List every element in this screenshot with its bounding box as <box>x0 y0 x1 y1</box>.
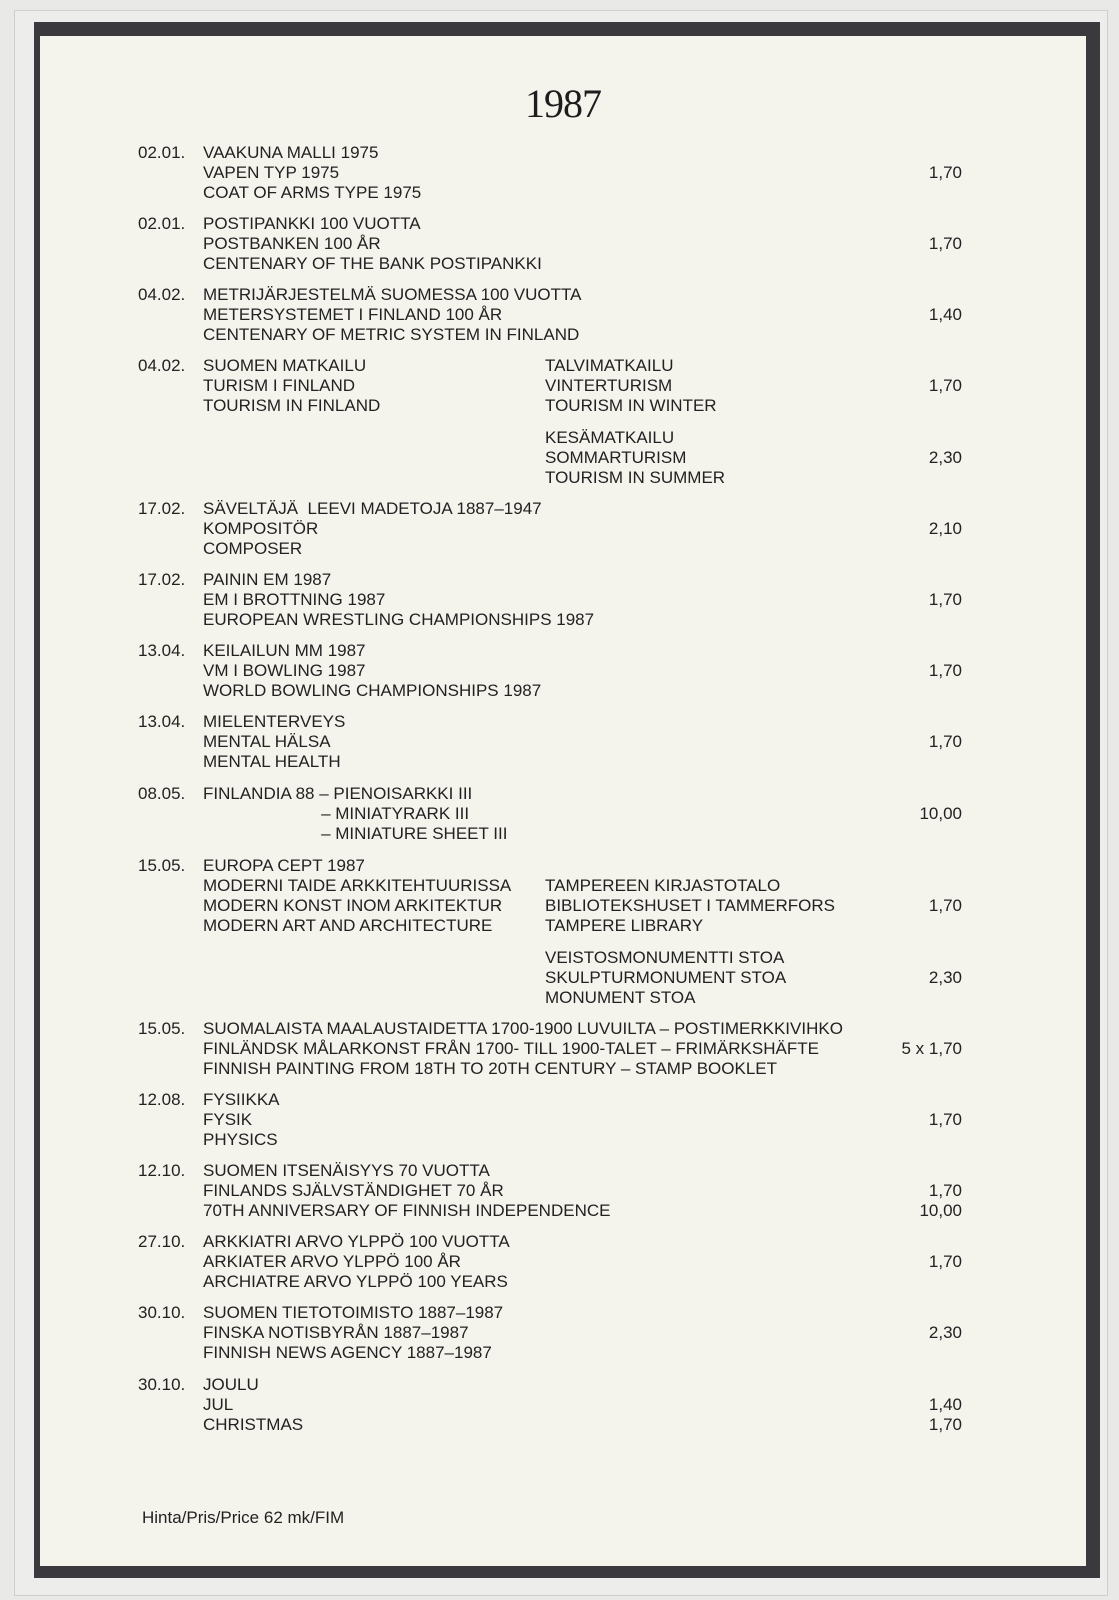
issue-subtitle-line: TAMPEREEN KIRJASTOTALO <box>545 876 781 895</box>
issue-price: 1,70 <box>928 376 962 395</box>
issue-date: 02.01. <box>138 143 186 162</box>
issue-prices <box>929 1090 962 1130</box>
issue-price <box>929 143 962 163</box>
issue-subtitle-line: MONUMENT STOA <box>545 988 696 1007</box>
issue-price: 5 x 1,70 <box>901 1039 962 1058</box>
issue-prices <box>929 285 962 325</box>
issue-subtitle-line: SOMMARTURISM <box>545 448 687 467</box>
issue-price <box>929 876 962 896</box>
issue-prices <box>902 1019 963 1059</box>
issue-title-line: MENTAL HÄLSA <box>203 732 331 751</box>
issue-title-line: POSTIPANKKI 100 VUOTTA <box>203 214 421 233</box>
issue-title-line: SUOMALAISTA MAALAUSTAIDETTA 1700-1900 LUVUILTA – POSTIMERKKIVIHKO <box>203 1019 843 1038</box>
issue-date: 12.08. <box>138 1090 186 1109</box>
issue-price: 1,70 <box>928 1252 962 1271</box>
issue-title-line: 70TH ANNIVERSARY OF FINNISH INDEPENDENCE <box>203 1201 611 1220</box>
issue-price: 2,30 <box>928 968 962 987</box>
year-heading: 1987 <box>525 81 601 126</box>
issue-title-line: POSTBANKEN 100 ÅR <box>203 234 381 253</box>
issue-price <box>929 285 962 305</box>
issue-title-line: METRIJÄRJESTELMÄ SUOMESSA 100 VUOTTA <box>203 285 582 304</box>
issue-title-line: FINLANDS SJÄLVSTÄNDIGHET 70 ÅR <box>203 1181 504 1200</box>
issue-prices <box>929 1232 962 1272</box>
issue-price <box>929 1232 962 1252</box>
issue-col1 <box>203 499 542 559</box>
issue-price <box>919 1161 962 1181</box>
issue-col1 <box>203 1161 610 1221</box>
issue-subtitle-line: TALVIMATKAILU <box>545 356 674 375</box>
issue-date: 27.10. <box>138 1232 186 1251</box>
issue-title-line: VAAKUNA MALLI 1975 <box>203 143 379 162</box>
issue-date: 02.01. <box>138 214 186 233</box>
issue-col1 <box>203 784 507 844</box>
issue-price: 1,40 <box>928 305 962 324</box>
issue-title-line: FYSIK <box>203 1110 253 1129</box>
issue-title-line: KEILAILUN MM 1987 <box>203 641 366 660</box>
issue-col1 <box>203 1303 503 1363</box>
issue-prices <box>929 428 962 468</box>
issue-date: 04.02. <box>138 285 186 304</box>
issue-price <box>929 356 962 376</box>
issue-title-line: EUROPA CEPT 1987 <box>203 856 365 875</box>
issue-col2 <box>545 356 717 416</box>
issue-prices <box>929 948 962 988</box>
issue-col2 <box>545 856 835 936</box>
issue-title-line: COAT OF ARMS TYPE 1975 <box>203 183 422 202</box>
issue-title-line: MODERNI TAIDE ARKKITEHTUURISSA <box>203 876 512 895</box>
issue-price <box>929 856 962 876</box>
issue-price: 10,00 <box>919 1201 962 1220</box>
issue-prices <box>929 214 962 254</box>
issue-price <box>929 712 962 732</box>
issue-title-line: METERSYSTEMET I FINLAND 100 ÅR <box>203 305 503 324</box>
issue-price <box>902 1019 963 1039</box>
issue-subtitle-line: TAMPERE LIBRARY <box>545 916 704 935</box>
issue-prices <box>929 356 962 396</box>
issue-price: 1,70 <box>928 896 962 915</box>
issue-title-line: FYSIIKKA <box>203 1090 280 1109</box>
issue-price <box>929 1303 962 1323</box>
issue-prices <box>929 641 962 681</box>
issue-subtitle-line: SKULPTURMONUMENT STOA <box>545 968 787 987</box>
issue-date: 13.04. <box>138 641 186 660</box>
issue-price <box>929 214 962 234</box>
issue-title-line: TOURISM IN FINLAND <box>203 396 381 415</box>
issue-price: 1,70 <box>928 732 962 751</box>
issue-prices <box>929 570 962 610</box>
issue-title-line: – MINIATURE SHEET III <box>203 824 508 843</box>
issue-title-line: MODERN KONST INOM ARKITEKTUR <box>203 896 503 915</box>
issue-col2 <box>545 948 786 1008</box>
issue-prices <box>929 499 962 539</box>
issue-col1 <box>203 1375 303 1435</box>
issue-price: 1,70 <box>928 163 962 182</box>
issue-price <box>929 1090 962 1110</box>
issue-col1 <box>203 641 541 701</box>
issue-prices <box>929 1375 962 1435</box>
issue-title-line: ARKKIATRI ARVO YLPPÖ 100 VUOTTA <box>203 1232 510 1251</box>
issue-prices <box>919 784 962 824</box>
issue-price <box>929 499 962 519</box>
issue-title-line: CENTENARY OF METRIC SYSTEM IN FINLAND <box>203 325 580 344</box>
issue-prices <box>929 712 962 752</box>
issue-price: 2,30 <box>928 448 962 467</box>
issue-col1 <box>203 1232 510 1292</box>
issue-prices <box>929 1303 962 1343</box>
issue-title-line: JOULU <box>203 1375 259 1394</box>
issue-title-line: EM I BROTTNING 1987 <box>203 590 386 609</box>
issue-title-line: CENTENARY OF THE BANK POSTIPANKKI <box>203 254 542 273</box>
issue-title-line: FINLANDIA 88 – PIENOISARKKI III <box>203 784 473 803</box>
issue-price <box>929 641 962 661</box>
issue-title-line: – MINIATYRARK III <box>203 804 470 823</box>
issue-subtitle-line: VINTERTURISM <box>545 376 673 395</box>
issue-price <box>929 428 962 448</box>
issue-title-line: MODERN ART AND ARCHITECTURE <box>203 916 493 935</box>
issue-title-line: FINNISH NEWS AGENCY 1887–1987 <box>203 1343 492 1362</box>
issue-date: 15.05. <box>138 1019 186 1038</box>
stamp-list-card <box>40 36 1086 1566</box>
issue-title-line: FINLÄNDSK MÅLARKONST FRÅN 1700- TILL 1900-TALET – FRIMÄRKSHÄFTE <box>203 1039 819 1058</box>
issue-title-line: EUROPEAN WRESTLING CHAMPIONSHIPS 1987 <box>203 610 595 629</box>
issue-col2 <box>545 428 725 488</box>
issue-title-line: TURISM I FINLAND <box>203 376 356 395</box>
issue-date: 13.04. <box>138 712 186 731</box>
issue-price: 1,40 <box>928 1395 962 1414</box>
issue-price: 2,10 <box>928 519 962 538</box>
issue-date: 12.10. <box>138 1161 186 1180</box>
issue-subtitle-line: KESÄMATKAILU <box>545 428 675 447</box>
issue-date: 04.02. <box>138 356 186 375</box>
issue-prices <box>929 856 962 916</box>
issue-col1 <box>203 1019 843 1079</box>
issue-price: 1,70 <box>928 661 962 680</box>
issue-title-line: JUL <box>203 1395 234 1414</box>
issue-col1 <box>203 1090 280 1150</box>
issue-price: 1,70 <box>928 590 962 609</box>
issue-date: 30.10. <box>138 1303 186 1322</box>
issue-subtitle-line: VEISTOSMONUMENTTI STOA <box>545 948 785 967</box>
price-footer: Hinta/Pris/Price 62 mk/FIM <box>142 1508 345 1527</box>
issue-title-line: SUOMEN MATKAILU <box>203 356 367 375</box>
issue-col1 <box>203 856 511 936</box>
issue-price: 1,70 <box>928 1415 962 1434</box>
issue-date: 30.10. <box>138 1375 186 1394</box>
issue-date: 08.05. <box>138 784 186 803</box>
issue-col1 <box>203 712 345 772</box>
issue-prices <box>929 143 962 183</box>
issue-subtitle-line <box>545 856 835 876</box>
issue-title-line: PHYSICS <box>203 1130 278 1149</box>
issue-title-line: PAININ EM 1987 <box>203 570 332 589</box>
issue-price <box>929 570 962 590</box>
issue-subtitle-line: BIBLIOTEKSHUSET I TAMMERFORS <box>545 896 835 915</box>
issue-price: 1,70 <box>928 1110 962 1129</box>
issue-price: 1,70 <box>928 234 962 253</box>
issue-prices <box>919 1161 962 1221</box>
issue-date: 17.02. <box>138 570 186 589</box>
issue-title-line: SUOMEN TIETOTOIMISTO 1887–1987 <box>203 1303 504 1322</box>
issue-title-line: COMPOSER <box>203 539 303 558</box>
issue-date: 15.05. <box>138 856 186 875</box>
issue-title-line: VM I BOWLING 1987 <box>203 661 366 680</box>
issue-title-line: ARKIATER ARVO YLPPÖ 100 ÅR <box>203 1252 461 1271</box>
issue-title-line: FINNISH PAINTING FROM 18TH TO 20TH CENTURY – STAMP BOOKLET <box>203 1059 778 1078</box>
issue-price <box>919 784 962 804</box>
issue-title-line: SUOMEN ITSENÄISYYS 70 VUOTTA <box>203 1161 490 1180</box>
issue-col1 <box>203 214 542 274</box>
issue-price: 10,00 <box>919 804 962 823</box>
issue-title-line: SÄVELTÄJÄ LEEVI MADETOJA 1887–1947 <box>203 499 542 518</box>
issue-price: 1,70 <box>928 1181 962 1200</box>
issue-date: 17.02. <box>138 499 186 518</box>
issue-subtitle-line: TOURISM IN SUMMER <box>545 468 726 487</box>
issue-title-line: FINSKA NOTISBYRÅN 1887–1987 <box>203 1323 469 1342</box>
issue-title-line: WORLD BOWLING CHAMPIONSHIPS 1987 <box>203 681 542 700</box>
issue-price <box>929 948 962 968</box>
issue-title-line: CHRISTMAS <box>203 1415 304 1434</box>
issue-title-line: MENTAL HEALTH <box>203 752 341 771</box>
issue-price: 2,30 <box>928 1323 962 1342</box>
issue-title-line: KOMPOSITÖR <box>203 519 319 538</box>
issue-title-line: VAPEN TYP 1975 <box>203 163 340 182</box>
issue-col1 <box>203 285 582 345</box>
issue-col1 <box>203 570 594 630</box>
issue-col1 <box>203 356 380 416</box>
issue-title-line: MIELENTERVEYS <box>203 712 346 731</box>
issue-price <box>929 1375 962 1395</box>
issue-col1 <box>203 143 421 203</box>
issue-subtitle-line: TOURISM IN WINTER <box>545 396 717 415</box>
issue-title-line: ARCHIATRE ARVO YLPPÖ 100 YEARS <box>203 1272 508 1291</box>
